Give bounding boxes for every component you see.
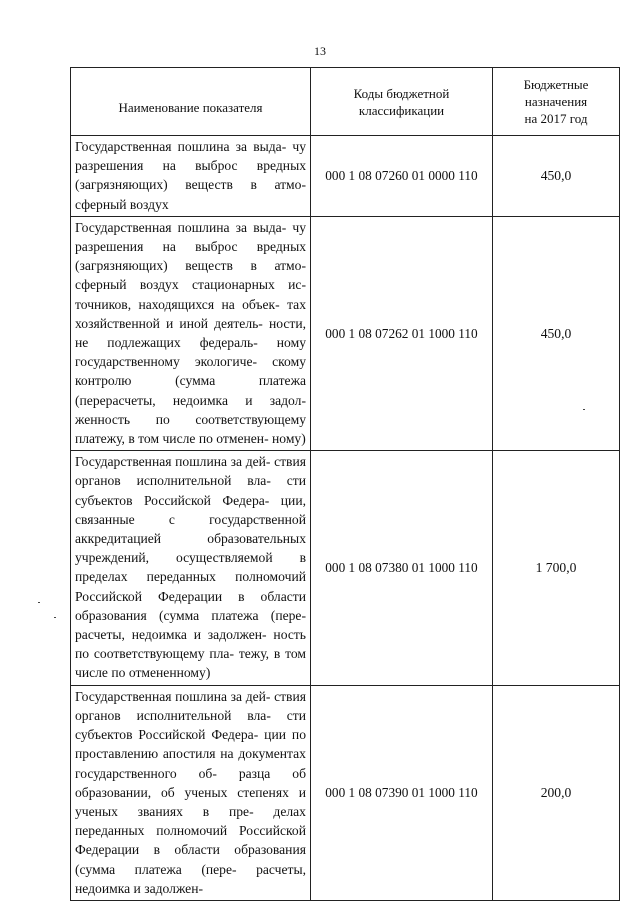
- description-line: расчеты, недоимка и задолжен-: [75, 861, 306, 896]
- description-line: Российской Федерации в области: [75, 823, 306, 858]
- row-code: 000 1 08 07262 01 1000 110: [311, 216, 493, 450]
- description-line: ции по проставлению апостиля на: [75, 727, 306, 762]
- description-line: ности, не подлежащих федераль-: [75, 315, 306, 351]
- description-line: делах переданных полномочий: [75, 803, 306, 839]
- description-line: скому контролю (сумма платежа: [75, 354, 306, 389]
- description-line: сферный воздух стационарных ис-: [75, 277, 306, 293]
- header-name: Наименование показателя: [71, 68, 311, 136]
- description-line: учреждений, осуществляемой в: [75, 550, 306, 566]
- description-line: ствия органов исполнительной вла-: [75, 454, 306, 489]
- header-codes-line: Коды бюджетной: [353, 85, 450, 101]
- row-code: 000 1 08 07390 01 1000 110: [311, 685, 493, 900]
- row-amount: 1 700,0: [493, 451, 620, 685]
- description-line: ствия органов исполнительной вла-: [75, 688, 306, 723]
- description-line: Государственная пошлина за дей-: [75, 454, 271, 470]
- description-line: расчеты, недоимка и задолжен-: [75, 627, 267, 643]
- header-budget-line: Бюджетные: [523, 77, 589, 92]
- row-description: [71, 685, 311, 900]
- description-line: ции, связанные с государственной: [75, 492, 306, 527]
- description-line: документах государственного об-: [75, 746, 306, 781]
- scan-speck: [54, 617, 56, 618]
- row-description: [71, 216, 311, 450]
- header-budget-line: назначения: [524, 94, 588, 109]
- description-line: Государственная пошлина за выда-: [75, 139, 287, 154]
- description-line: Государственная пошлина за дей-: [75, 688, 271, 704]
- description-line: ному государственному экологиче-: [75, 335, 306, 370]
- description-line: Российской Федерации в области: [75, 588, 306, 604]
- description-line: женность по соответствующему: [75, 411, 306, 427]
- row-amount: 450,0: [493, 216, 620, 450]
- row-code: 000 1 08 07380 01 1000 110: [311, 451, 493, 685]
- budget-table: [70, 67, 620, 901]
- description-line: аккредитацией образовательных: [75, 531, 306, 547]
- table-row: [71, 136, 620, 217]
- description-line: Государственная пошлина за выда-: [75, 219, 287, 235]
- page-number: 13: [314, 44, 326, 58]
- description-line: тежу, в том числе по отмененному): [75, 646, 306, 681]
- description-line: тах хозяйственной и иной деятель-: [75, 296, 306, 331]
- table-header-row: [71, 68, 620, 136]
- row-amount: 450,0: [493, 136, 620, 217]
- table-row: [71, 216, 620, 450]
- header-budget: [493, 68, 620, 136]
- description-line: (перерасчеты, недоимка и задол-: [75, 392, 306, 408]
- scan-speck: [38, 602, 40, 603]
- description-line: платежу, в том числе по отменен-: [75, 431, 269, 447]
- description-line: сферный воздух: [75, 196, 169, 212]
- description-line: сти субъектов Российской Федера-: [75, 707, 306, 743]
- description-line: ному): [272, 431, 306, 447]
- description-line: чу разрешения на выброс вредных: [75, 139, 306, 174]
- table-row: [71, 451, 620, 685]
- header-codes-line: классификации: [358, 102, 445, 118]
- description-line: пределах переданных полномочий: [75, 569, 306, 585]
- header-budget-line: на 2017 год: [524, 111, 588, 126]
- description-line: (загрязняющих) веществ в атмо-: [75, 177, 306, 193]
- description-line: образования (сумма платежа (пере-: [75, 842, 306, 877]
- row-code: 000 1 08 07260 01 0000 110: [311, 136, 493, 217]
- description-line: разца об образовании, об ученых: [75, 765, 306, 800]
- description-line: (загрязняющих) веществ в атмо-: [75, 258, 306, 274]
- header-codes: [311, 68, 493, 136]
- row-description: [71, 451, 311, 685]
- description-line: степенях и ученых званиях в пре-: [75, 784, 306, 819]
- row-amount: 200,0: [493, 685, 620, 900]
- row-description: [71, 136, 311, 217]
- table-row: [71, 685, 620, 900]
- description-line: чу разрешения на выброс вредных: [75, 219, 306, 255]
- description-line: сти субъектов Российской Федера-: [75, 473, 306, 508]
- description-line: ность по соответствующему пла-: [75, 627, 307, 662]
- description-line: точников, находящихся на объек-: [75, 296, 280, 312]
- description-line: образования (сумма платежа (пере-: [75, 607, 306, 623]
